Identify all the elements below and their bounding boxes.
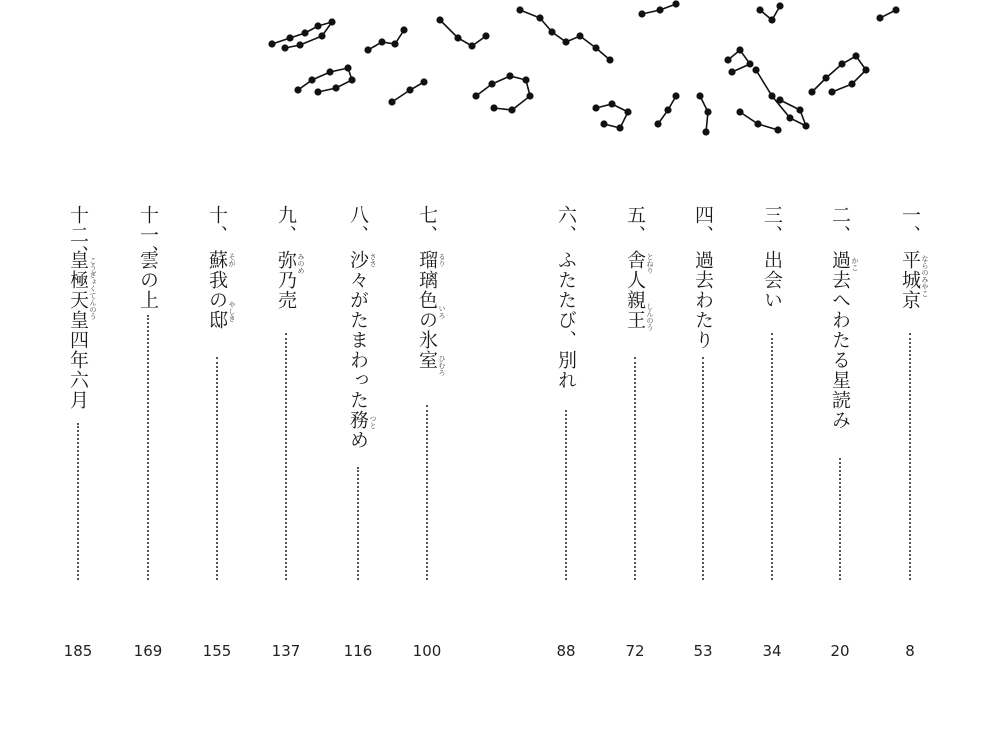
star-dot bbox=[378, 38, 385, 45]
star-dot bbox=[318, 32, 325, 39]
star-dot bbox=[696, 92, 703, 99]
star-dot bbox=[391, 40, 398, 47]
chapter-number: 三、 bbox=[761, 205, 783, 245]
furigana: るり bbox=[438, 253, 446, 267]
toc-entry[interactable] bbox=[752, 205, 792, 660]
chapter-number: 七、 bbox=[416, 205, 438, 245]
page-number: 34 bbox=[762, 642, 782, 660]
constellation-illustration bbox=[0, 0, 1000, 170]
star-dot bbox=[592, 44, 599, 51]
star-dot bbox=[420, 78, 427, 85]
furigana: いろ bbox=[438, 305, 446, 319]
star-dot bbox=[472, 92, 479, 99]
star-dot bbox=[776, 96, 783, 103]
star-dot bbox=[664, 106, 671, 113]
star-dot bbox=[828, 88, 835, 95]
star-dot bbox=[436, 16, 443, 23]
furigana: やしき bbox=[228, 301, 236, 322]
toc-entry[interactable] bbox=[407, 205, 447, 660]
furigana: ならのみやこ bbox=[921, 255, 929, 297]
chapter-number: 五、 bbox=[624, 205, 646, 245]
star-dot bbox=[776, 2, 783, 9]
star-dot bbox=[522, 76, 529, 83]
page-number: 155 bbox=[202, 642, 232, 660]
star-dot bbox=[344, 64, 351, 71]
chapter-number: 九、 bbox=[275, 205, 297, 245]
furigana: つと bbox=[369, 415, 377, 429]
constellation-line bbox=[440, 20, 486, 46]
furigana: そが bbox=[228, 253, 236, 267]
furigana: かこ bbox=[851, 257, 859, 271]
star-dot bbox=[608, 100, 615, 107]
dot-leader bbox=[426, 405, 428, 580]
star-dot bbox=[314, 88, 321, 95]
star-dot bbox=[326, 68, 333, 75]
star-dot bbox=[490, 104, 497, 111]
star-dot bbox=[768, 92, 775, 99]
chapter-number: 六、 bbox=[555, 205, 577, 245]
toc-entry[interactable] bbox=[683, 205, 723, 660]
dot-leader bbox=[909, 333, 911, 580]
star-dot bbox=[786, 114, 793, 121]
chapter-title: 皇極天皇四年六月 bbox=[67, 250, 89, 410]
chapter-title: 平城京 bbox=[899, 250, 921, 310]
toc-entry[interactable] bbox=[58, 205, 98, 660]
chapter-title: 弥乃売 bbox=[275, 250, 297, 310]
chapter-number: 八、 bbox=[347, 205, 369, 245]
constellation-line bbox=[520, 10, 610, 60]
star-dot bbox=[468, 42, 475, 49]
star-dot bbox=[516, 6, 523, 13]
furigana: ささ bbox=[369, 253, 377, 267]
chapter-number: 十、 bbox=[206, 205, 228, 245]
chapter-title: 舎人親王 bbox=[624, 250, 646, 330]
star-dot bbox=[624, 108, 631, 115]
page-number: 116 bbox=[343, 642, 373, 660]
dot-leader bbox=[216, 357, 218, 580]
toc-entry[interactable] bbox=[820, 205, 860, 660]
star-dot bbox=[488, 80, 495, 87]
chapter-title: 蘇我の邸 bbox=[206, 250, 228, 330]
page-number: 53 bbox=[693, 642, 713, 660]
chapter-title: 過去わたり bbox=[692, 250, 714, 350]
star-dot bbox=[296, 41, 303, 48]
star-dot bbox=[736, 108, 743, 115]
star-dot bbox=[364, 46, 371, 53]
star-dot bbox=[536, 14, 543, 21]
star-dot bbox=[348, 76, 355, 83]
toc-entry[interactable] bbox=[890, 205, 930, 660]
star-dot bbox=[506, 72, 513, 79]
star-dot bbox=[400, 26, 407, 33]
star-dot bbox=[562, 38, 569, 45]
star-dot bbox=[616, 124, 623, 131]
star-dot bbox=[754, 120, 761, 127]
toc-entry[interactable] bbox=[128, 205, 168, 660]
page-number: 185 bbox=[63, 642, 93, 660]
chapter-title: 出会い bbox=[761, 250, 783, 310]
star-dot bbox=[301, 29, 308, 36]
toc-entry[interactable] bbox=[197, 205, 237, 660]
furigana: ひむろ bbox=[438, 355, 446, 376]
dot-leader bbox=[634, 357, 636, 580]
star-dot bbox=[281, 44, 288, 51]
star-dot bbox=[454, 34, 461, 41]
star-dot bbox=[548, 28, 555, 35]
star-dot bbox=[268, 40, 275, 47]
star-dot bbox=[672, 92, 679, 99]
page-number: 20 bbox=[830, 642, 850, 660]
toc-entry[interactable] bbox=[546, 205, 586, 660]
star-dot bbox=[328, 18, 335, 25]
star-dot bbox=[802, 122, 809, 129]
toc-entry[interactable] bbox=[266, 205, 306, 660]
star-dot bbox=[728, 68, 735, 75]
star-dot bbox=[672, 0, 679, 7]
constellation-line bbox=[368, 30, 404, 50]
dot-leader bbox=[839, 458, 841, 580]
furigana: とねり bbox=[646, 253, 654, 274]
star-dot bbox=[736, 46, 743, 53]
star-dot bbox=[592, 104, 599, 111]
star-dot bbox=[654, 120, 661, 127]
star-dot bbox=[638, 10, 645, 17]
star-dot bbox=[606, 56, 613, 63]
star-dot bbox=[822, 74, 829, 81]
star-dot bbox=[332, 84, 339, 91]
page-number: 72 bbox=[625, 642, 645, 660]
dot-leader bbox=[285, 333, 287, 580]
star-dot bbox=[702, 128, 709, 135]
dot-leader bbox=[565, 410, 567, 580]
dot-leader bbox=[357, 467, 359, 580]
star-dot bbox=[656, 6, 663, 13]
star-dot bbox=[724, 56, 731, 63]
page-number: 88 bbox=[556, 642, 576, 660]
star-dot bbox=[286, 34, 293, 41]
star-dot bbox=[406, 86, 413, 93]
star-dot bbox=[774, 126, 781, 133]
chapter-number: 二、 bbox=[829, 205, 851, 245]
page-number: 137 bbox=[271, 642, 301, 660]
star-dot bbox=[746, 60, 753, 67]
furigana: しんのう bbox=[646, 303, 654, 331]
star-dot bbox=[508, 106, 515, 113]
star-dot bbox=[314, 22, 321, 29]
furigana: こうぎょくてんのう bbox=[89, 257, 97, 320]
dot-leader bbox=[147, 315, 149, 580]
star-dot bbox=[308, 76, 315, 83]
star-dot bbox=[876, 14, 883, 21]
star-dot bbox=[808, 88, 815, 95]
constellation-line bbox=[476, 76, 530, 110]
page-number: 8 bbox=[905, 642, 915, 660]
star-dot bbox=[704, 108, 711, 115]
chapter-number: 四、 bbox=[692, 205, 714, 245]
chapter-title: 雲の上 bbox=[137, 250, 159, 310]
page-number: 100 bbox=[412, 642, 442, 660]
chapter-number: 一、 bbox=[899, 205, 921, 245]
star-dot bbox=[388, 98, 395, 105]
star-dot bbox=[752, 66, 759, 73]
chapter-number: 十二、 bbox=[67, 205, 89, 265]
chapter-number: 十一、 bbox=[137, 205, 159, 265]
chapter-title: 瑠璃色の氷室 bbox=[416, 250, 438, 370]
toc-entry[interactable] bbox=[338, 205, 378, 660]
dot-leader bbox=[771, 333, 773, 580]
dot-leader bbox=[702, 357, 704, 580]
furigana: みのめ bbox=[297, 253, 305, 274]
star-dot bbox=[852, 52, 859, 59]
star-dot bbox=[294, 86, 301, 93]
star-dot bbox=[838, 60, 845, 67]
toc-entry[interactable] bbox=[615, 205, 655, 660]
star-dot bbox=[848, 80, 855, 87]
constellation-line bbox=[812, 56, 866, 92]
star-dot bbox=[526, 92, 533, 99]
star-dot bbox=[756, 6, 763, 13]
star-dot bbox=[796, 106, 803, 113]
constellation-line bbox=[298, 68, 352, 92]
star-dot bbox=[862, 66, 869, 73]
chapter-title: 沙々がたまわった務め bbox=[347, 250, 369, 450]
star-dot bbox=[482, 32, 489, 39]
page-number: 169 bbox=[133, 642, 163, 660]
star-dot bbox=[576, 32, 583, 39]
star-dot bbox=[600, 120, 607, 127]
chapter-title: ふたたび、別れ bbox=[555, 250, 577, 390]
dot-leader bbox=[77, 423, 79, 580]
star-dot bbox=[768, 16, 775, 23]
star-dot bbox=[892, 6, 899, 13]
chapter-title: 過去へわたる星読み bbox=[829, 250, 851, 430]
